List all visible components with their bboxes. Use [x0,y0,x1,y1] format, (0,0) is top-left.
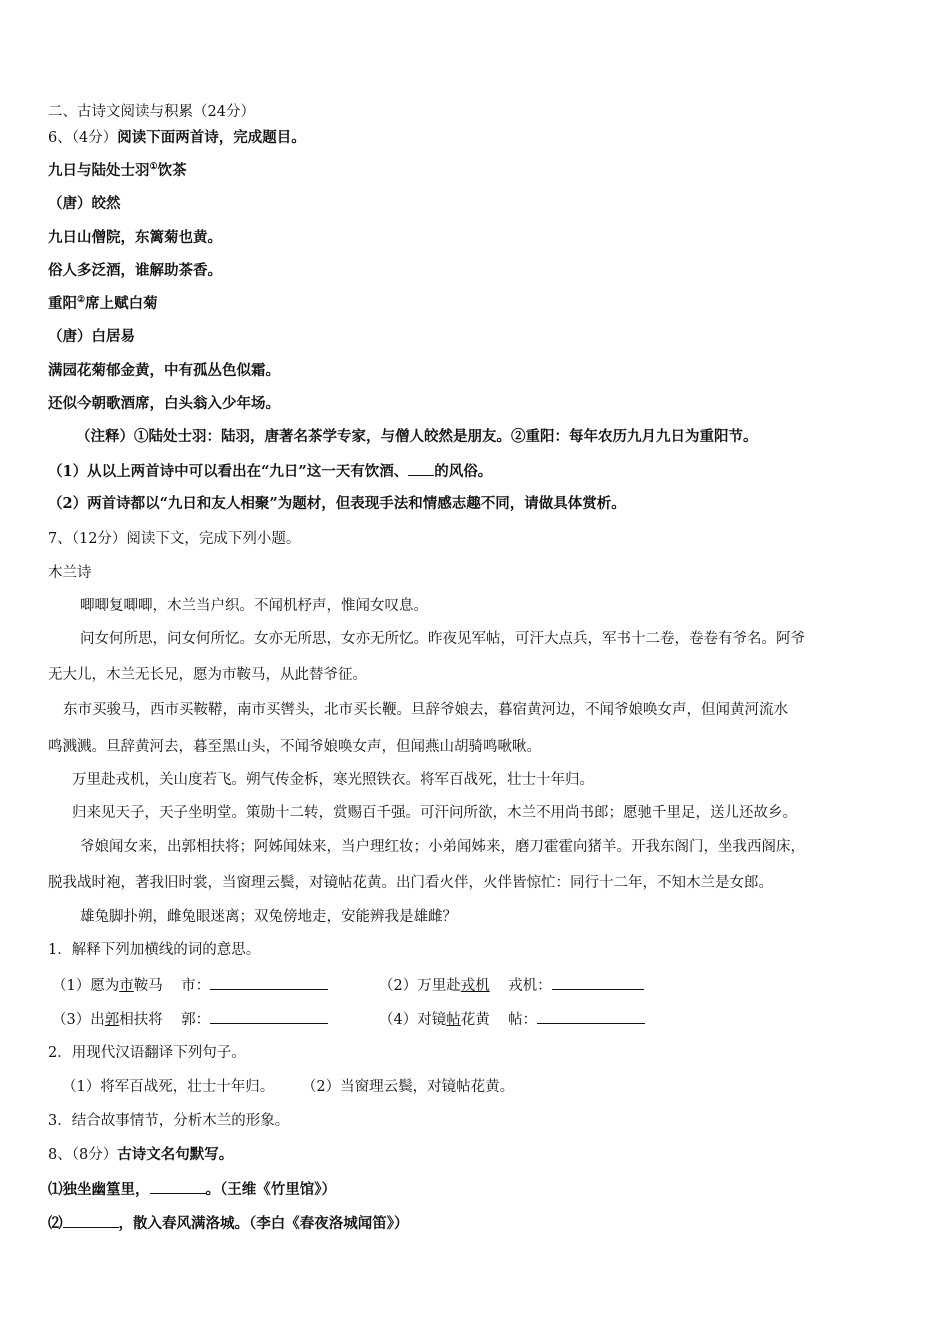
subq3-prompt: 3．结合故事情节，分析木兰的形象。 [48,1113,290,1129]
q8-header: 8、（8分）古诗文名句默写。 [48,1146,234,1163]
q8-line: ⑵ ，散入春风满洛城。（李白《春夜洛城闻笛》） [48,1215,409,1232]
poem-paragraph: 万里赴戎机，关山度若飞。朔气传金柝，寒光照铁衣。将军百战死，壮士十年归。 [72,772,594,788]
subq2-prompt: 2．用现代汉语翻译下列句子。 [48,1045,246,1061]
poem-paragraph: 归来见天子，天子坐明堂。策勋十二转，赏赐百千强。可汗问所欲，木兰不用尚书郎；愿驰千里足，送儿还故乡。 [72,805,797,821]
answer-blank[interactable] [210,975,328,990]
poem1-title: 九日与陆处士羽①饮茶 [48,162,187,179]
answer-blank[interactable] [537,1009,645,1024]
q6-sub1: （1）从以上两首诗中可以看出在“九日”这一天有饮酒、 的风俗。 [48,463,493,480]
answer-blank[interactable] [63,1213,119,1228]
poem2-author: （唐）白居易 [48,328,135,345]
poem2-line: 满园花菊郁金黄，中有孤丛色似霜。 [48,362,280,379]
poem-paragraph: 无大儿，木兰无长兄，愿为市鞍马，从此替爷征。 [48,667,367,683]
answer-blank[interactable] [408,461,434,476]
subq1-prompt: 1．解释下列加横线的词的意思。 [48,942,261,958]
poem-paragraph: 雄兔脚扑朔，雌兔眼迷离；双兔傍地走，安能辨我是雄雌？ [80,909,457,925]
poem-title: 木兰诗 [48,565,92,581]
poem-paragraph: 爷娘闻女来，出郭相扶将；阿姊闻妹来，当户理红妆；小弟闻姊来，磨刀霍霍向猪羊。开我东阁门，坐我西阁床， [80,839,805,855]
poem1-line: 九日山僧院，东篱菊也黄。 [48,229,222,246]
subq1-item: （1）愿为市鞍马 市： [52,975,328,996]
answer-blank[interactable] [552,975,644,990]
q6-sub2: （2）两首诗都以“九日和友人相聚”为题材，但表现手法和情感志趣不同，请做具体赏析。 [48,495,626,512]
poem-paragraph: 鸣溅溅。旦辞黄河去，暮至黑山头，不闻爷娘唤女声，但闻燕山胡骑鸣啾啾。 [48,739,541,755]
poem-paragraph: 东市买骏马，西市买鞍鞯，南市买辔头，北市买长鞭。旦辞爷娘去，暮宿黄河边，不闻爷娘唤女声，但闻黄河流水 [63,702,788,718]
subq1-item: （4）对镜帖花黄 帖： [379,1009,645,1030]
poem-paragraph: 脱我战时袍，著我旧时裳，当窗理云鬓，对镜帖花黄。出门看火伴，火伴皆惊忙：同行十二年，不知木兰是女郎。 [48,875,773,891]
poem2-title: 重阳②席上赋白菊 [48,295,158,312]
subq1-item: （3）出郭相扶将 郭： [52,1009,328,1030]
poem2-line: 还似今朝歌酒席，白头翁入少年场。 [48,395,280,412]
answer-blank[interactable] [210,1009,328,1024]
poem-paragraph: 问女何所思，问女何所忆。女亦无所思，女亦无所忆。昨夜见军帖，可汗大点兵，军书十二卷，卷卷有爷名。阿爷 [80,631,805,647]
note-mark: ② [77,295,86,306]
poem1-author: （唐）皎然 [48,195,121,212]
q8-line: ⑴独坐幽篁里， 。（王维《竹里馆》） [48,1181,336,1198]
q6-header: 6、（4分）阅读下面两首诗，完成题目。 [48,129,306,146]
poem1-line: 俗人多泛酒，谁解助茶香。 [48,262,222,279]
subq1-item: （2）万里赴戎机 戎机： [379,975,644,996]
q6-notes: （注释）①陆处士羽：陆羽，唐著名茶学专家，与僧人皎然是朋友。②重阳：每年农历九月九日为重阳节。 [76,428,758,445]
note-mark: ① [149,162,158,173]
q7-header: 7、（12分）阅读下文，完成下列小题。 [48,531,301,547]
poem-paragraph: 唧唧复唧唧，木兰当户织。不闻机杼声，惟闻女叹息。 [80,598,428,614]
answer-blank[interactable] [150,1179,206,1194]
section-heading: 二、古诗文阅读与积累（24分） [48,104,255,120]
subq2-sentence: （1）将军百战死，壮士十年归。 （2）当窗理云鬓，对镜帖花黄。 [62,1079,515,1095]
